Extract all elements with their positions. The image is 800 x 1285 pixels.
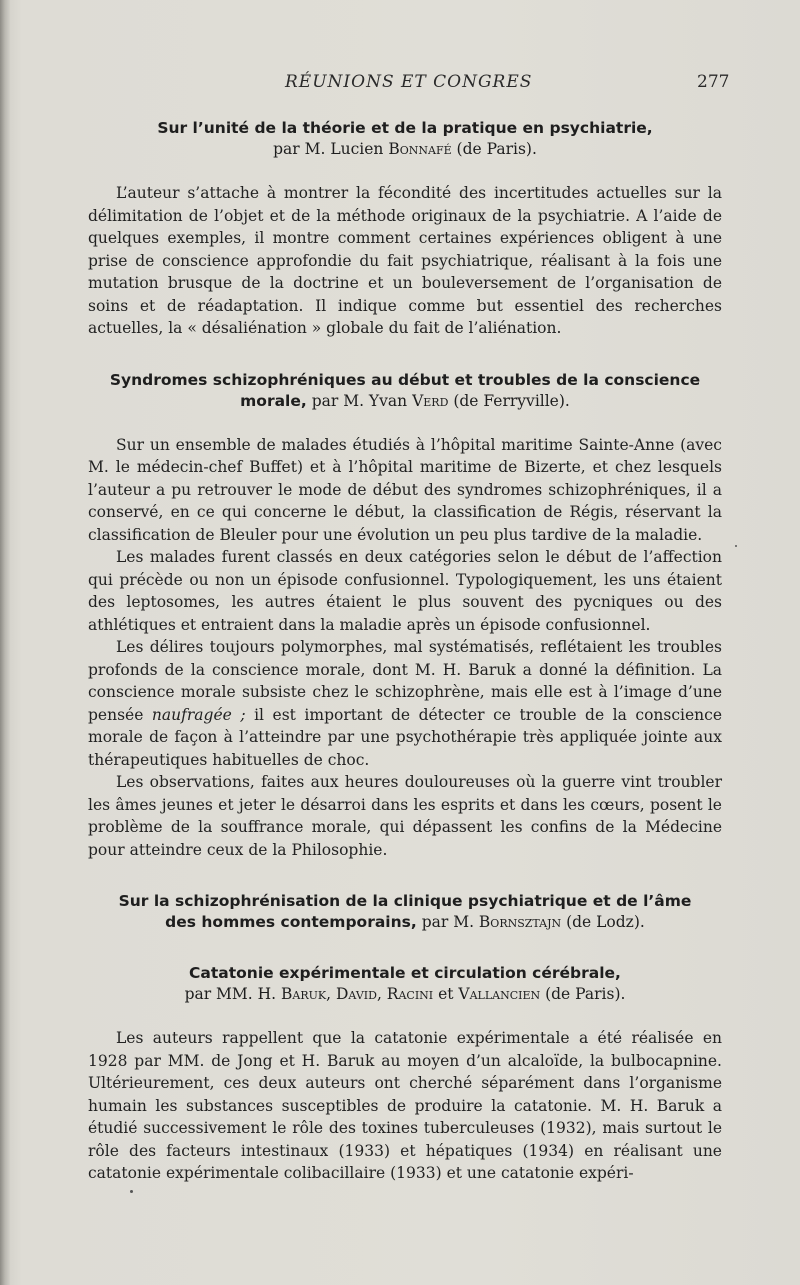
- author-name: Vallancien: [458, 985, 541, 1003]
- paragraph: L’auteur s’attache à montrer la fécondité des incertitudes actuelles sur la délimitation de l’objet et de la méthode originaux de la psychiatrie. A l’aide de quelques exemples, il montre comment certaines expériences obligent à une prise de conscience approfondie du fait psychiatrique, réalisant à la fois une mutation brusque de la doctrine et un bouleversement de l’organisation de soins et de réadaptation. Il indique comme but essentiel des recherches actuelles, la « désaliénation » globale du fait de l’aliénation.: [88, 184, 722, 337]
- byline-location: (de Ferryville).: [448, 391, 570, 410]
- paragraph: Sur un ensemble de malades étudiés à l’hôpital maritime Sainte-Anne (avec M. le médecin-chef Buffet) et à l’hôpital maritime de Bizerte, et chez lesquels l’auteur a pu retrouver le mode de début des syndromes schizophréniques, il a conservé, en ce qui concerne le début, la classification de Régis, réservant la classification de Bleuler pour une évolution un peu plus tardive de la maladie.: [88, 435, 722, 544]
- paragraph-text: il est important de détecter ce trouble de la conscience morale de façon à l’atteindre par une psychothérapie très appliquée jointe aux thérapeutiques habituelles de choc.: [88, 705, 723, 769]
- section-title-3: Sur la schizophrénisation de la clinique psychiatrique et de l’âme: [118, 892, 692, 910]
- paragraph: Les observations, faites aux heures douloureuses où la guerre vint troubler les âmes jeunes et jeter le désarroi dans les esprits et dans les cœurs, posent le problème de la souffrance morale, qui dépassent les confins de la Médecine pour atteindre ceux de la Philosophie.: [88, 773, 722, 859]
- paragraph-text: Les délires toujours polymorphes, mal systématisés, reflétaient les troubles profonds de la conscience morale, dont M. H. Baruk a donné la définition. La conscience morale subsiste chez le schizophrène, mais elle est à l’image d’une pensée: [88, 638, 722, 724]
- emphasis-text: naufragée ;: [151, 705, 246, 724]
- section-heading-1: [88, 118, 722, 160]
- print-speck: [130, 1190, 133, 1193]
- byline-location: (de Paris).: [540, 985, 626, 1003]
- byline-location: (de Paris).: [451, 140, 537, 158]
- byline-separator: ,: [326, 985, 336, 1003]
- section-byline-4: [88, 984, 722, 1005]
- section-body-1: [88, 182, 722, 340]
- page-content: [88, 118, 722, 1185]
- byline-separator: et: [433, 985, 459, 1003]
- section-title-3-cont: [88, 912, 722, 933]
- author-name: Racini: [386, 985, 434, 1003]
- section-title-2-line2: morale,: [240, 391, 307, 410]
- byline-text: par M. Lucien: [273, 140, 389, 158]
- section-title-2-cont: [88, 391, 722, 412]
- paragraph: [88, 636, 722, 771]
- section-byline-1: [88, 139, 722, 160]
- section-title-1: Sur l’unité de la théorie et de la pratique en psychiatrie,: [157, 119, 653, 137]
- section-heading-2: [88, 370, 722, 412]
- author-name: Bornsztajn: [478, 913, 562, 931]
- page-number: 277: [697, 72, 730, 92]
- byline-location: (de Lodz).: [561, 913, 645, 931]
- running-title: RÉUNIONS ET CONGRES: [285, 72, 533, 92]
- section-body-4: [88, 1027, 722, 1185]
- byline-text: par MM. H.: [184, 985, 282, 1003]
- author-name: Bonnafé: [388, 140, 452, 158]
- section-title-3-line2: des hommes contemporains,: [165, 913, 417, 931]
- byline-text: par M. Yvan: [306, 391, 413, 410]
- paragraph: Les malades furent classés en deux catégories selon le début de l’affection qui précède ou non un épisode confusionnel. Typologiquement, les uns étaient des leptosomes, les autres étaient le plus souvent des pycniques ou des athlétiques et entraient dans la maladie après un épisode confusionnel.: [88, 548, 722, 634]
- paragraph: Les auteurs rappellent que la catatonie expérimentale a été réalisée en 1928 par MM. de Jong et H. Baruk au moyen d’un alcaloïde, la bulbocapnine. Ultérieurement, ces deux auteurs ont cherché séparément dans l’organisme humain les substances susceptibles de produire la catatonie. M. H. Baruk a étudié successivement le rôle des toxines tuberculeuses (1932), mais surtout le rôle des facteurs intestinaux (1933) et hépatiques (1934) en réalisant une catatonie expérimentale colibacillaire (1933) et une catatonie expéri-: [88, 1029, 722, 1182]
- author-name: Verd: [412, 391, 449, 410]
- section-title-4: Catatonie expérimentale et circulation cérébrale,: [189, 964, 621, 982]
- byline-text: par M.: [416, 913, 479, 931]
- section-title-2: Syndromes schizophréniques au début et troubles de la conscience: [109, 370, 701, 389]
- page-binding-shadow: [0, 0, 10, 1285]
- section-heading-3: [88, 891, 722, 933]
- byline-separator: ,: [376, 985, 387, 1003]
- section-heading-4: [88, 963, 722, 1005]
- running-head: [0, 72, 800, 96]
- section-body-2: [88, 434, 722, 862]
- author-name: David: [336, 985, 377, 1003]
- author-name: Baruk: [281, 985, 327, 1003]
- print-speck: [735, 545, 737, 547]
